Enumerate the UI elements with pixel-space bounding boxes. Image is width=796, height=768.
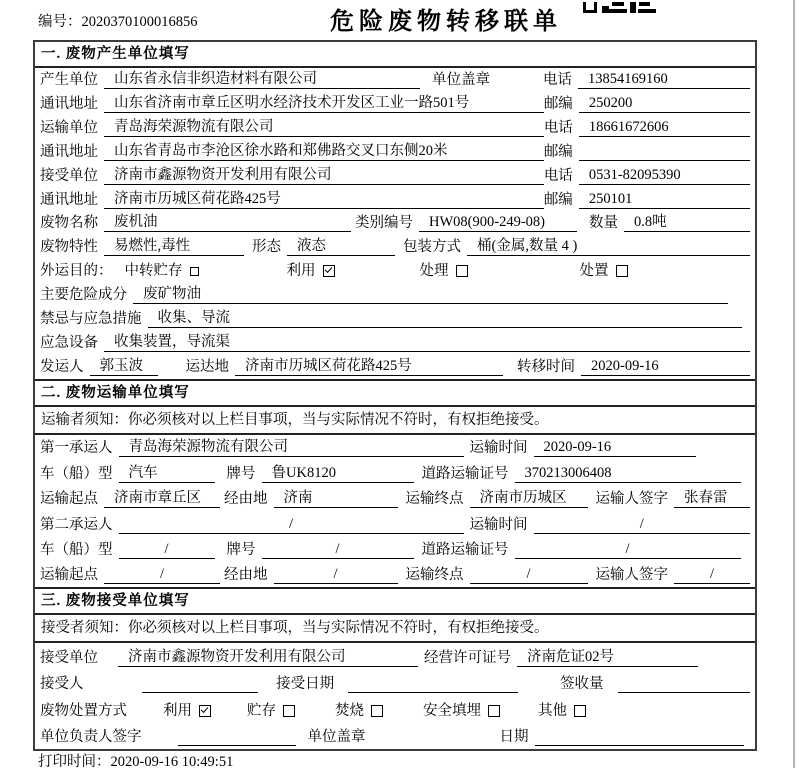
transfer-date-value: 2020-09-16 xyxy=(581,357,750,376)
receive-person-label: 接受人 xyxy=(40,676,84,693)
waste-name-row xyxy=(35,212,755,236)
page-edge-line xyxy=(793,0,795,768)
first-carrier-label: 第一承运人 xyxy=(40,440,113,457)
waste-name-value: 废机油 xyxy=(104,213,351,232)
disposal-store-label: 贮存 xyxy=(247,702,276,719)
transporter-address-label: 通讯地址 xyxy=(40,143,98,160)
route2-start-label: 运输起点 xyxy=(40,567,98,584)
transporter-zip-value xyxy=(579,142,750,161)
emergency-equipment-label: 应急设备 xyxy=(40,335,98,352)
disposal-landfill-label: 安全填埋 xyxy=(423,702,481,719)
license-number-label: 经营许可证号 xyxy=(424,649,511,666)
transfer-storage-checkbox xyxy=(190,267,199,276)
unit-seal-label: 单位盖章 xyxy=(432,71,490,88)
route2-start-value: / xyxy=(104,565,220,584)
receive-person-value xyxy=(142,674,259,693)
route2-end-value: / xyxy=(470,565,588,584)
purpose-dispose-option xyxy=(580,262,628,280)
producer-zip-label: 邮编 xyxy=(543,95,573,112)
route1-start-label: 运输起点 xyxy=(40,491,98,508)
sign-date-label: 日期 xyxy=(499,729,529,746)
print-time-value: 2020-09-16 10:49:51 xyxy=(110,754,234,768)
receiver-unit-row xyxy=(35,164,755,188)
outbound-purpose-label: 外运目的： xyxy=(40,263,113,280)
first-carrier-value: 青岛海荣源物流有限公司 xyxy=(119,438,464,457)
producer-phone-value: 13854169160 xyxy=(578,70,750,89)
disposal-incinerate-option xyxy=(335,702,383,720)
receiver-address-value: 济南市历城区荷花路425号 xyxy=(104,190,544,209)
first-carrier-row xyxy=(35,435,755,460)
road-permit2-label: 道路运输证号 xyxy=(421,542,509,559)
outbound-purpose-row xyxy=(35,259,755,283)
disposal-method-row xyxy=(35,696,755,722)
second-carrier-label: 第二承运人 xyxy=(40,516,113,533)
section1-heading: 一. 废物产生单位填写 xyxy=(35,42,755,68)
disposal-other-checkbox xyxy=(574,705,586,717)
consignor-value: 郭玉波 xyxy=(90,357,158,376)
second-carrier-value: / xyxy=(119,515,464,534)
purpose-transfer-storage-label: 中转贮存 xyxy=(124,263,183,280)
road-permit1-value: 370213006408 xyxy=(515,464,741,483)
print-time-label: 打印时间： xyxy=(38,754,111,768)
consignor-row xyxy=(35,355,755,379)
plate2-value: / xyxy=(262,540,414,559)
destination-label: 运达地 xyxy=(185,358,229,375)
hazard-component-row xyxy=(35,283,755,307)
disposal-other-option xyxy=(538,702,586,720)
form-state-label: 形态 xyxy=(252,239,281,256)
transporter-address-row xyxy=(35,140,755,164)
route2-via-value: / xyxy=(274,565,398,584)
section2-heading: 二. 废物运输单位填写 xyxy=(35,379,755,407)
transporter-phone-value: 18661672606 xyxy=(579,118,750,137)
transporter-unit-label: 运输单位 xyxy=(40,119,98,136)
vehicle-type1-value: 汽车 xyxy=(119,464,215,483)
transport-date1-value: 2020-09-16 xyxy=(534,438,696,457)
disposal-landfill-option xyxy=(423,702,500,720)
transporter-unit-row xyxy=(35,116,755,140)
received-quantity-label: 签收量 xyxy=(560,676,604,693)
receive-person-row xyxy=(35,670,755,696)
disposal-use-label: 利用 xyxy=(163,702,192,719)
disposal-store-checkbox xyxy=(283,705,295,717)
transporter-phone-label: 电话 xyxy=(543,119,573,136)
serial-number-line xyxy=(38,10,198,31)
section3-heading: 三. 废物接受单位填写 xyxy=(35,587,755,615)
receive-date-value xyxy=(348,674,518,693)
transport-date2-label: 运输时间 xyxy=(469,516,528,533)
waste-property-row xyxy=(35,235,755,259)
disposal-incinerate-label: 焚烧 xyxy=(335,702,364,719)
producer-unit-label: 产生单位 xyxy=(40,71,98,88)
purpose-treat-option xyxy=(420,262,468,280)
waste-name-label: 废物名称 xyxy=(40,215,98,232)
waste-property-value: 易燃性,毒性 xyxy=(104,237,244,256)
plate2-label: 牌号 xyxy=(226,542,256,559)
route2-end-label: 运输终点 xyxy=(405,567,464,584)
producer-address-value: 山东省济南市章丘区明水经济技术开发区工业一路501号 xyxy=(104,94,544,113)
quantity-value: 0.8吨 xyxy=(624,213,750,232)
receiver-zip-label: 邮编 xyxy=(543,191,573,208)
vehicle-type1-label: 车（船）型 xyxy=(40,465,113,482)
producer-phone-label: 电话 xyxy=(543,71,572,88)
producer-address-label: 通讯地址 xyxy=(40,95,98,112)
quantity-label: 数量 xyxy=(589,215,618,232)
producer-unit-row xyxy=(35,68,755,92)
use-checkbox-checked xyxy=(323,265,335,277)
page-title: 危险废物转移联单 xyxy=(330,9,562,35)
emergency-equipment-row xyxy=(35,331,755,355)
consignor-label: 发运人 xyxy=(40,358,84,375)
transporter-address-value: 山东省青岛市李沧区徐水路和郑佛路交叉口东侧20米 xyxy=(104,142,544,161)
transporter-unit-value: 青岛海荣源物流有限公司 xyxy=(104,118,544,137)
qr-code-fragment-icon xyxy=(583,0,656,18)
receiver-unit-value: 济南市鑫源物资开发利用有限公司 xyxy=(104,166,544,185)
destination-value: 济南市历城区荷花路425号 xyxy=(235,357,503,376)
purpose-dispose-label: 处置 xyxy=(579,263,609,280)
route1-via-label: 经由地 xyxy=(224,491,268,508)
vehicle-type2-value: / xyxy=(119,540,215,559)
carrier2-signature-label: 运输人签字 xyxy=(595,567,668,584)
receiver-zip-value: 250101 xyxy=(579,190,750,209)
treat-checkbox xyxy=(456,265,468,277)
receiver-notice: 接受者须知：你必须核对以上栏目事项，当与实际情况不符时，有权拒绝接受。 xyxy=(35,615,755,643)
producer-address-row xyxy=(35,92,755,116)
receive-unit-label: 接受单位 xyxy=(40,649,98,666)
transporter-zip-label: 邮编 xyxy=(543,143,573,160)
print-time-line xyxy=(38,750,233,768)
packaging-label: 包装方式 xyxy=(403,239,461,256)
second-carrier-row xyxy=(35,511,755,536)
purpose-use-option xyxy=(287,262,335,280)
receiver-address-row xyxy=(35,188,755,212)
transport-date1-label: 运输时间 xyxy=(469,440,528,457)
transfer-date-label: 转移时间 xyxy=(517,358,575,375)
plate1-label: 牌号 xyxy=(226,465,256,482)
producer-unit-value: 山东省永信非织造材料有限公司 xyxy=(104,70,420,89)
waste-property-label: 废物特性 xyxy=(40,239,98,256)
emergency-measures-label: 禁忌与应急措施 xyxy=(40,311,142,328)
category-code-value: HW08(900-249-08) xyxy=(419,213,577,232)
disposal-store-option xyxy=(247,702,295,720)
route1-end-value: 济南市历城区 xyxy=(470,489,588,508)
emergency-equipment-value: 收集装置，导流渠 xyxy=(104,333,750,352)
receiver-phone-label: 电话 xyxy=(543,167,573,184)
emergency-measures-row xyxy=(35,307,755,331)
transport-date2-value: / xyxy=(534,515,751,534)
category-code-label: 类别编号 xyxy=(355,215,413,232)
road-permit1-label: 道路运输证号 xyxy=(421,465,509,482)
disposal-use-checkbox-checked xyxy=(199,705,211,717)
packaging-value: 桶(金属,数量 4 ) xyxy=(467,237,750,256)
producer-zip-value: 250200 xyxy=(579,94,750,113)
receive-unit-row xyxy=(35,643,755,669)
route2-row xyxy=(35,562,755,587)
route1-row xyxy=(35,486,755,511)
disposal-other-label: 其他 xyxy=(538,702,567,719)
disposal-incinerate-checkbox xyxy=(371,705,383,717)
disposal-use-option xyxy=(163,702,211,720)
plate1-value: 鲁UK8120 xyxy=(262,464,414,483)
carrier2-signature-value: / xyxy=(674,565,750,584)
receiver-phone-value: 0531-82095390 xyxy=(579,166,750,185)
route1-via-value: 济南 xyxy=(274,489,398,508)
route2-via-label: 经由地 xyxy=(224,567,268,584)
vehicle-type2-label: 车（船）型 xyxy=(40,542,113,559)
receive-unit-value: 济南市鑫源物资开发利用有限公司 xyxy=(118,648,418,667)
carrier-notice: 运输者须知：你必须核对以上栏目事项，当与实际情况不符时，有权拒绝接受。 xyxy=(35,407,755,435)
emergency-measures-value: 收集、导流 xyxy=(148,309,743,328)
disposal-method-label: 废物处置方式 xyxy=(40,702,127,719)
form-state-value: 液态 xyxy=(287,237,395,256)
vehicle2-row xyxy=(35,537,755,562)
purpose-transfer-storage-option xyxy=(125,262,199,280)
purpose-use-label: 利用 xyxy=(286,263,316,280)
sign-date-value xyxy=(535,727,745,746)
disposal-landfill-checkbox xyxy=(488,705,500,717)
receive-date-label: 接受日期 xyxy=(276,676,335,693)
serial-number: 2020370100016856 xyxy=(81,14,198,30)
carrier1-signature-label: 运输人签字 xyxy=(595,491,668,508)
received-quantity-value xyxy=(618,674,750,693)
purpose-treat-label: 处理 xyxy=(419,263,449,280)
vehicle1-row xyxy=(35,460,755,485)
hazard-component-value: 废矿物油 xyxy=(133,285,728,304)
carrier1-signature-value: 张春雷 xyxy=(674,489,750,508)
route1-start-value: 济南市章丘区 xyxy=(104,489,220,508)
receiver-address-label: 通讯地址 xyxy=(40,191,98,208)
hazard-component-label: 主要危险成分 xyxy=(40,287,127,304)
signature-row xyxy=(35,723,755,749)
license-number-value: 济南危证02号 xyxy=(517,648,698,667)
route1-end-label: 运输终点 xyxy=(405,491,464,508)
serial-label: 编号： xyxy=(38,14,82,30)
receiver-unit-label: 接受单位 xyxy=(40,167,98,184)
manifest-form-table xyxy=(33,40,757,751)
road-permit2-value: / xyxy=(515,540,741,559)
dispose-checkbox xyxy=(616,265,628,277)
receiver-seal-label: 单位盖章 xyxy=(307,729,366,746)
responsible-signature-value xyxy=(178,727,296,746)
responsible-signature-label: 单位负责人签字 xyxy=(40,729,142,746)
